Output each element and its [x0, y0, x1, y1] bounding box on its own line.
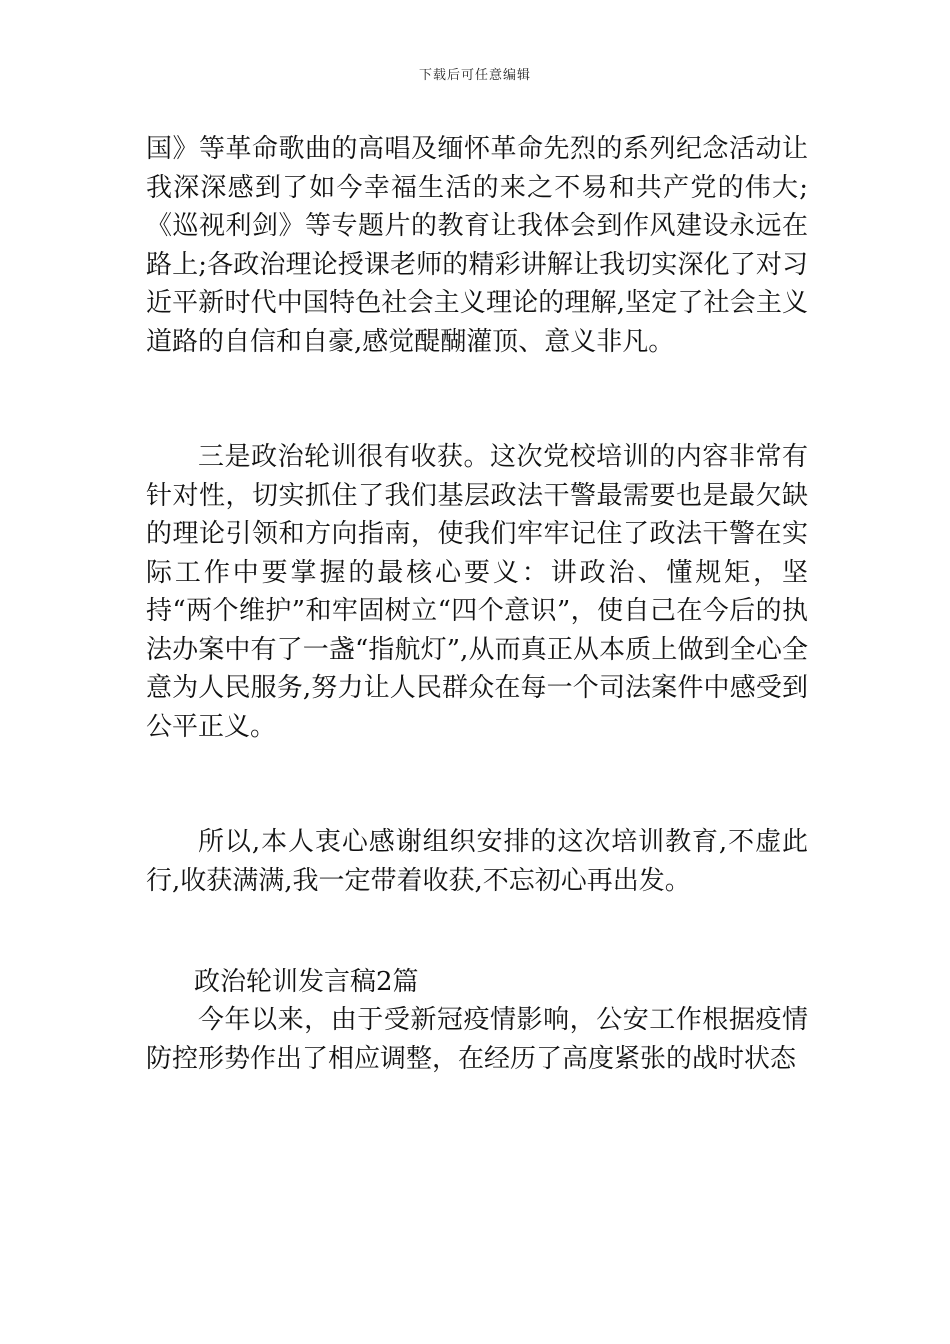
paragraph-4: 今年以来，由于受新冠疫情影响，公安工作根据疫情防控形势作出了相应调整，在经历了高度紧张的战时状态	[146, 1005, 808, 1074]
page-header: 下载后可任意编辑	[418, 68, 531, 83]
section-heading: 政治轮训发言稿2篇	[194, 967, 419, 997]
paragraph-3: 所以,本人衷心感谢组织安排的这次培训教育,不虚此行,收获满满,我一定带着收获,不忘初心再出发。	[146, 827, 808, 896]
paragraph-2: 三是政治轮训很有收获。这次党校培训的内容非常有针对性，切实抓住了我们基层政法干警最需要也是最欠缺的理论引领和方向指南，使我们牢牢记住了政法干警在实际工作中要掌握的最核心要义：讲政治、懂规矩，坚持“两个维护”和牢固树立“四个意识”，使自己在今后的执法办案中有了一盏“指航灯”,从而真正从本质上做到全心全意为人民服务,努力让人民群众在每一个司法案件中感受到公平正义。	[146, 442, 808, 742]
paragraph-1: 国》等革命歌曲的高唱及缅怀革命先烈的系列纪念活动让我深深感到了如今幸福生活的来之不易和共产党的伟大;《巡视利剑》等专题片的教育让我体会到作风建设永远在路上;各政治理论授课老师的精彩讲解让我切实深化了对习近平新时代中国特色社会主义理论的理解,坚定了社会主义道路的自信和自豪,感觉醍醐灌顶、意义非凡。	[146, 134, 808, 357]
document-body	[146, 130, 808, 1078]
